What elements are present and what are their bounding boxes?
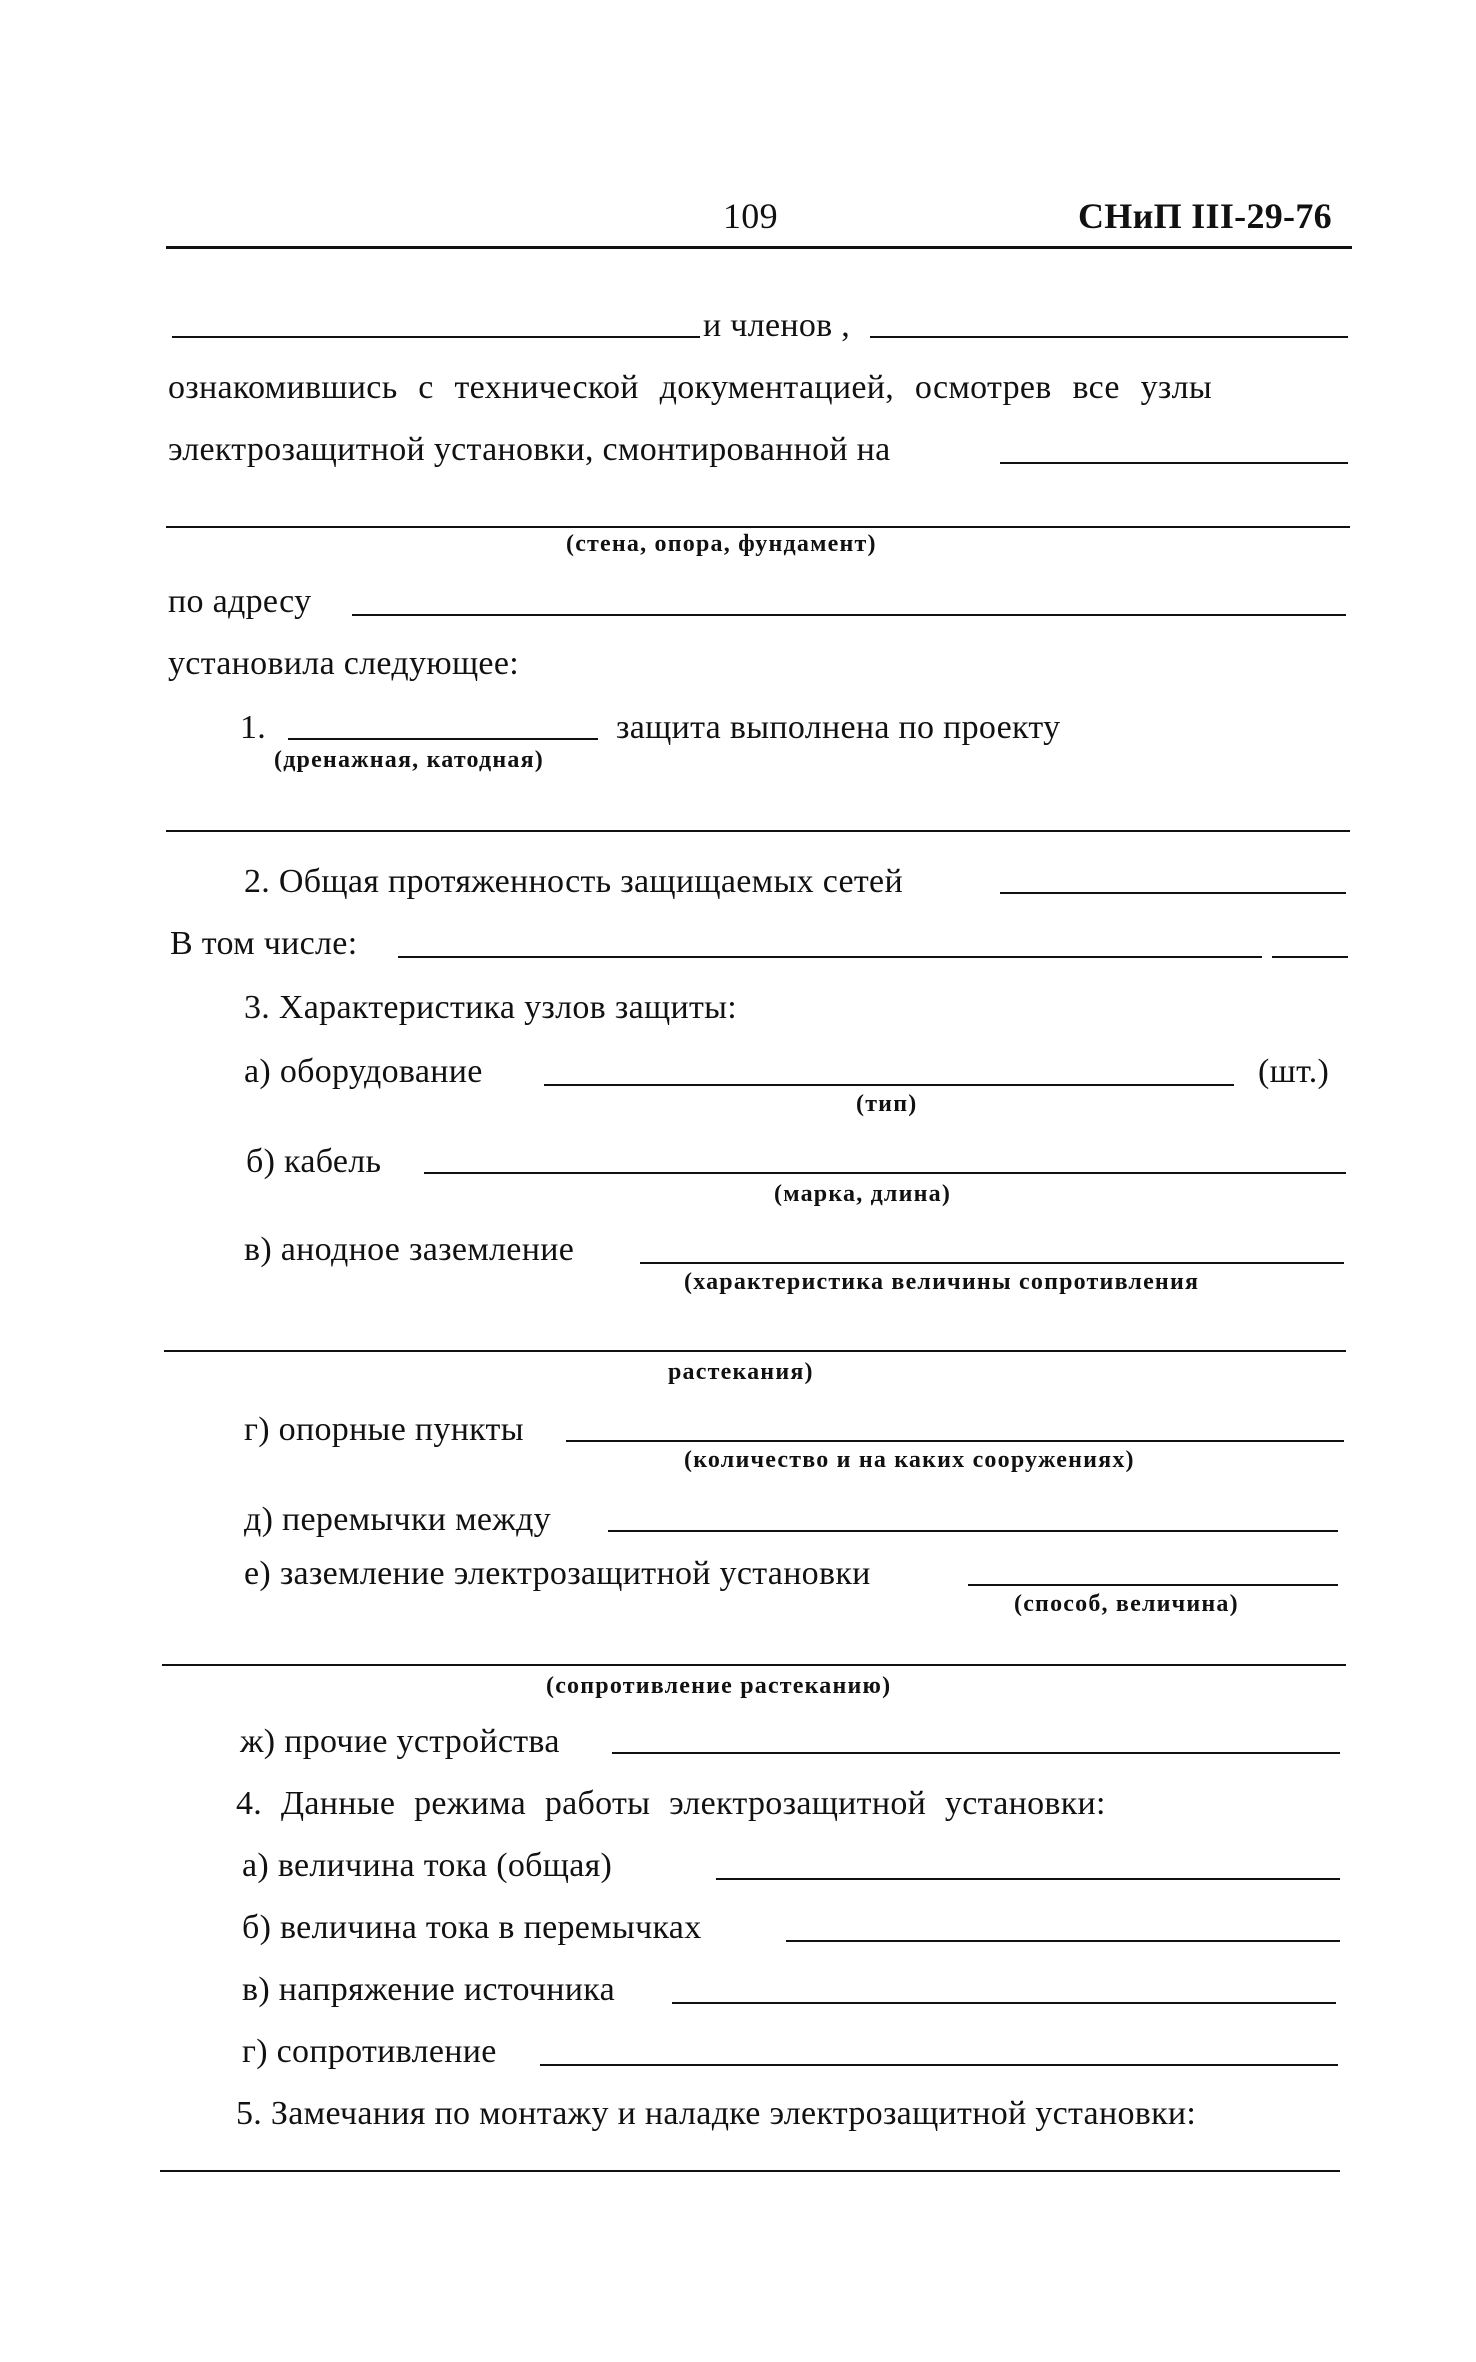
page-number: 109 <box>723 196 778 236</box>
item-3-label: 3. Характеристика узлов защиты: <box>244 989 737 1026</box>
item-1-blank <box>288 738 598 740</box>
item-4a-label: а) величина тока (общая) <box>242 1847 613 1884</box>
intro-line-1: ознакомившись с технической документацией, осмотрев все узлы <box>168 369 1213 406</box>
header-rule <box>166 246 1352 249</box>
document-code: СНиП III-29-76 <box>1078 196 1332 236</box>
item-2-label: 2. Общая протяженность защищаемых сетей <box>244 863 903 900</box>
item-4v-blank <box>672 2002 1336 2004</box>
established-label: установила следующее: <box>168 645 519 682</box>
item-3e-caption-1: (способ, величина) <box>1014 1591 1239 1617</box>
item-3d-blank <box>608 1530 1338 1532</box>
item-3v-caption-2: растекания) <box>668 1359 814 1385</box>
members-blank <box>870 336 1348 338</box>
mount-blank-full <box>166 526 1350 528</box>
item-3zh-label: ж) прочие устройства <box>240 1723 560 1760</box>
item-3g-caption: (количество и на каких сооружениях) <box>684 1447 1135 1473</box>
item-4g-blank <box>540 2064 1338 2066</box>
item-3a-blank <box>544 1084 1234 1086</box>
item-3v-blank <box>640 1262 1344 1264</box>
item-3a-unit: (шт.) <box>1258 1053 1330 1090</box>
mount-blank <box>1000 462 1348 464</box>
item-3e-caption-2: (сопротивление растеканию) <box>546 1673 892 1699</box>
item-3b-caption: (марка, длина) <box>774 1181 952 1207</box>
item-4b-label: б) величина тока в перемычках <box>242 1909 702 1946</box>
item-5-label: 5. Замечания по монтажу и наладке электрозащитной установки: <box>236 2095 1197 2132</box>
item-3a-caption: (тип) <box>856 1091 918 1117</box>
address-blank <box>352 614 1346 616</box>
item-3v-blank-full <box>164 1350 1346 1352</box>
intro-line-2: электрозащитной установки, смонтированной на <box>168 431 891 468</box>
item-1-number: 1. <box>240 709 267 746</box>
item-2-blank <box>1000 892 1346 894</box>
item-3zh-blank <box>612 1752 1340 1754</box>
item-3e-blank-full <box>162 1664 1346 1666</box>
item-4a-blank <box>716 1878 1340 1880</box>
item-1-text: защита выполнена по проекту <box>616 709 1061 746</box>
chairman-blank <box>172 336 700 338</box>
including-blank <box>398 956 1262 958</box>
item-3e-blank <box>968 1584 1338 1586</box>
item-4-label: 4. Данные режима работы электрозащитной установки: <box>236 1785 1106 1822</box>
item-3b-blank <box>424 1172 1346 1174</box>
item-3b-label: б) кабель <box>246 1143 382 1180</box>
item-4b-blank <box>786 1940 1340 1942</box>
item-3g-blank <box>566 1440 1344 1442</box>
item-4g-label: г) сопротивление <box>242 2033 497 2070</box>
item-1-blank-full <box>166 830 1350 832</box>
including-blank-end <box>1272 956 1348 958</box>
item-3e-label: е) заземление электрозащитной установки <box>244 1555 871 1592</box>
mount-caption: (стена, опора, фундамент) <box>566 531 877 557</box>
item-1-caption: (дренажная, катодная) <box>274 747 544 773</box>
item-3a-label: а) оборудование <box>244 1053 483 1090</box>
item-3v-label: в) анодное заземление <box>244 1231 575 1268</box>
item-3d-label: д) перемычки между <box>244 1501 551 1538</box>
item-5-blank <box>160 2170 1340 2172</box>
item-3g-label: г) опорные пункты <box>244 1411 524 1448</box>
members-label: и членов , <box>703 307 851 344</box>
including-label: В том числе: <box>170 925 358 962</box>
item-4v-label: в) напряжение источника <box>242 1971 615 2008</box>
address-label: по адресу <box>168 583 312 620</box>
item-3v-caption-1: (характеристика величины сопротивления <box>684 1269 1200 1295</box>
